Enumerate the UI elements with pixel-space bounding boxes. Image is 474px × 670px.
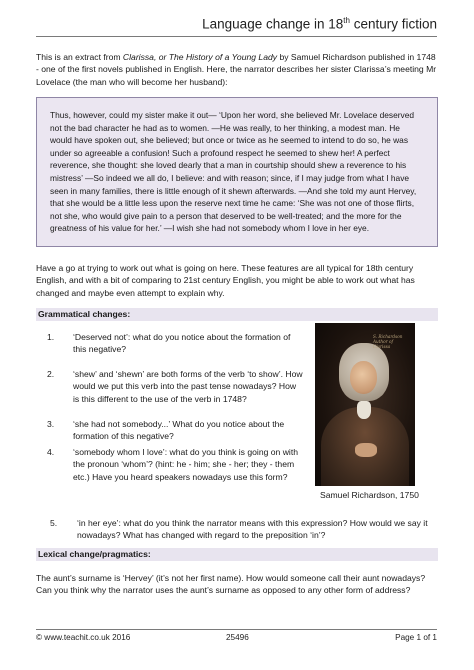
- footer-divider: [36, 629, 437, 630]
- intro-text-a: This is an extract from: [36, 52, 123, 62]
- question-number: 3.: [47, 419, 55, 429]
- question-text: ‘she had not somebody...’ What do you notice about the formation of this negative?: [73, 419, 285, 442]
- title-superscript: th: [343, 16, 350, 25]
- title-text-start: Language change in 18: [202, 16, 344, 32]
- richardson-portrait: [315, 323, 415, 486]
- instructions-paragraph: Have a go at trying to work out what is going on here. These features are all typical for 18th century English, and with a bit of comparing to 21st century English, you might be able to work out what has changed and maybe even attempt to explain why.: [36, 263, 415, 298]
- footer-copyright: © www.teachit.co.uk 2016: [36, 633, 131, 642]
- novel-title: Clarissa, or The History of a Young Lady: [122, 52, 278, 62]
- portrait-face: [350, 361, 377, 394]
- extract-box: [36, 97, 438, 247]
- lexical-question: The aunt’s surname is ‘Hervey’ (it’s not her first name). How would someone call their aunt nowadays? Can you think why the narrator uses the aunt’s surname as opposed to any other form of address?: [36, 573, 426, 596]
- section-heading-lexical: Lexical change/pragmatics:: [36, 548, 438, 561]
- question-number: 2.: [47, 369, 55, 379]
- header-divider: [36, 36, 437, 37]
- section-heading-grammatical: Grammatical changes:: [36, 308, 438, 321]
- footer-resource-id: 25496: [226, 633, 249, 642]
- question-number: 5.: [50, 518, 58, 528]
- title-text-end: century fiction: [349, 16, 437, 32]
- question-text: ‘somebody whom I love’: what do you think is going on with the pronoun ‘whom’? (hint: he - him; she - her; they - them etc.) Have you heard speakers nowadays use this form?: [73, 447, 298, 482]
- question-text: ‘in her eye’: what do you think the narrator means with this expression? How would we say it nowadays? What has changed with regard to the preposition ‘in’?: [77, 518, 428, 541]
- question-number: 4.: [47, 447, 55, 457]
- portrait-inscription: S. Richardson Author of Clarissa: [373, 334, 403, 349]
- extract-text: Thus, however, could my sister make it out— ‘Upon her word, she believed Mr. Lovelace deserved not the bad character he had as to women. —He was really, to her thinking, a modest man. He would have spoken out, she believed; but once or twice as he seemed to intend to do so, he was under so agreeable a confusion! Such a profound respect he seemed to shew her! A perfect reverence, she thought: she loved dearly that a man in courtship should shew a reverence to his mistress’ —So indeed we all do, I believe: and with reason; since, if I may judge from what I have seen in many families, there is little enough of it shewn afterwards. —And she told my aunt Hervey, that she would be a little less upon the reserve next time he came: ‘She was not one of those flirts, not she, who would give pain to a person that deserved to be well-treated; and the more for the greatness of his value for her.’ —I wish she had not somebody whom I love in her eye.: [50, 110, 417, 234]
- question-text: ‘Deserved not’: what do you notice about the formation of this negative?: [73, 332, 291, 355]
- portrait-hand: [355, 443, 377, 457]
- portrait-caption: Samuel Richardson, 1750: [320, 490, 419, 500]
- footer-page-number: Page 1 of 1: [395, 633, 437, 642]
- question-text: ‘shew’ and ‘shewn’ are both forms of the verb ‘to show’. How would we put this verb into the past tense nowadays? How is this different to the use of the verb in 1748?: [73, 369, 303, 404]
- portrait-cravat: [357, 401, 371, 419]
- intro-paragraph: [36, 51, 438, 88]
- question-number: 1.: [47, 332, 55, 342]
- intro-text-b: by Samuel Richardson published in 1748 - one of the first novels published in English. Here, the narrator describes her sister Clarissa’s meeting Mr Lovelace (the man who will become her husband):: [36, 52, 437, 87]
- page-title: [202, 16, 437, 32]
